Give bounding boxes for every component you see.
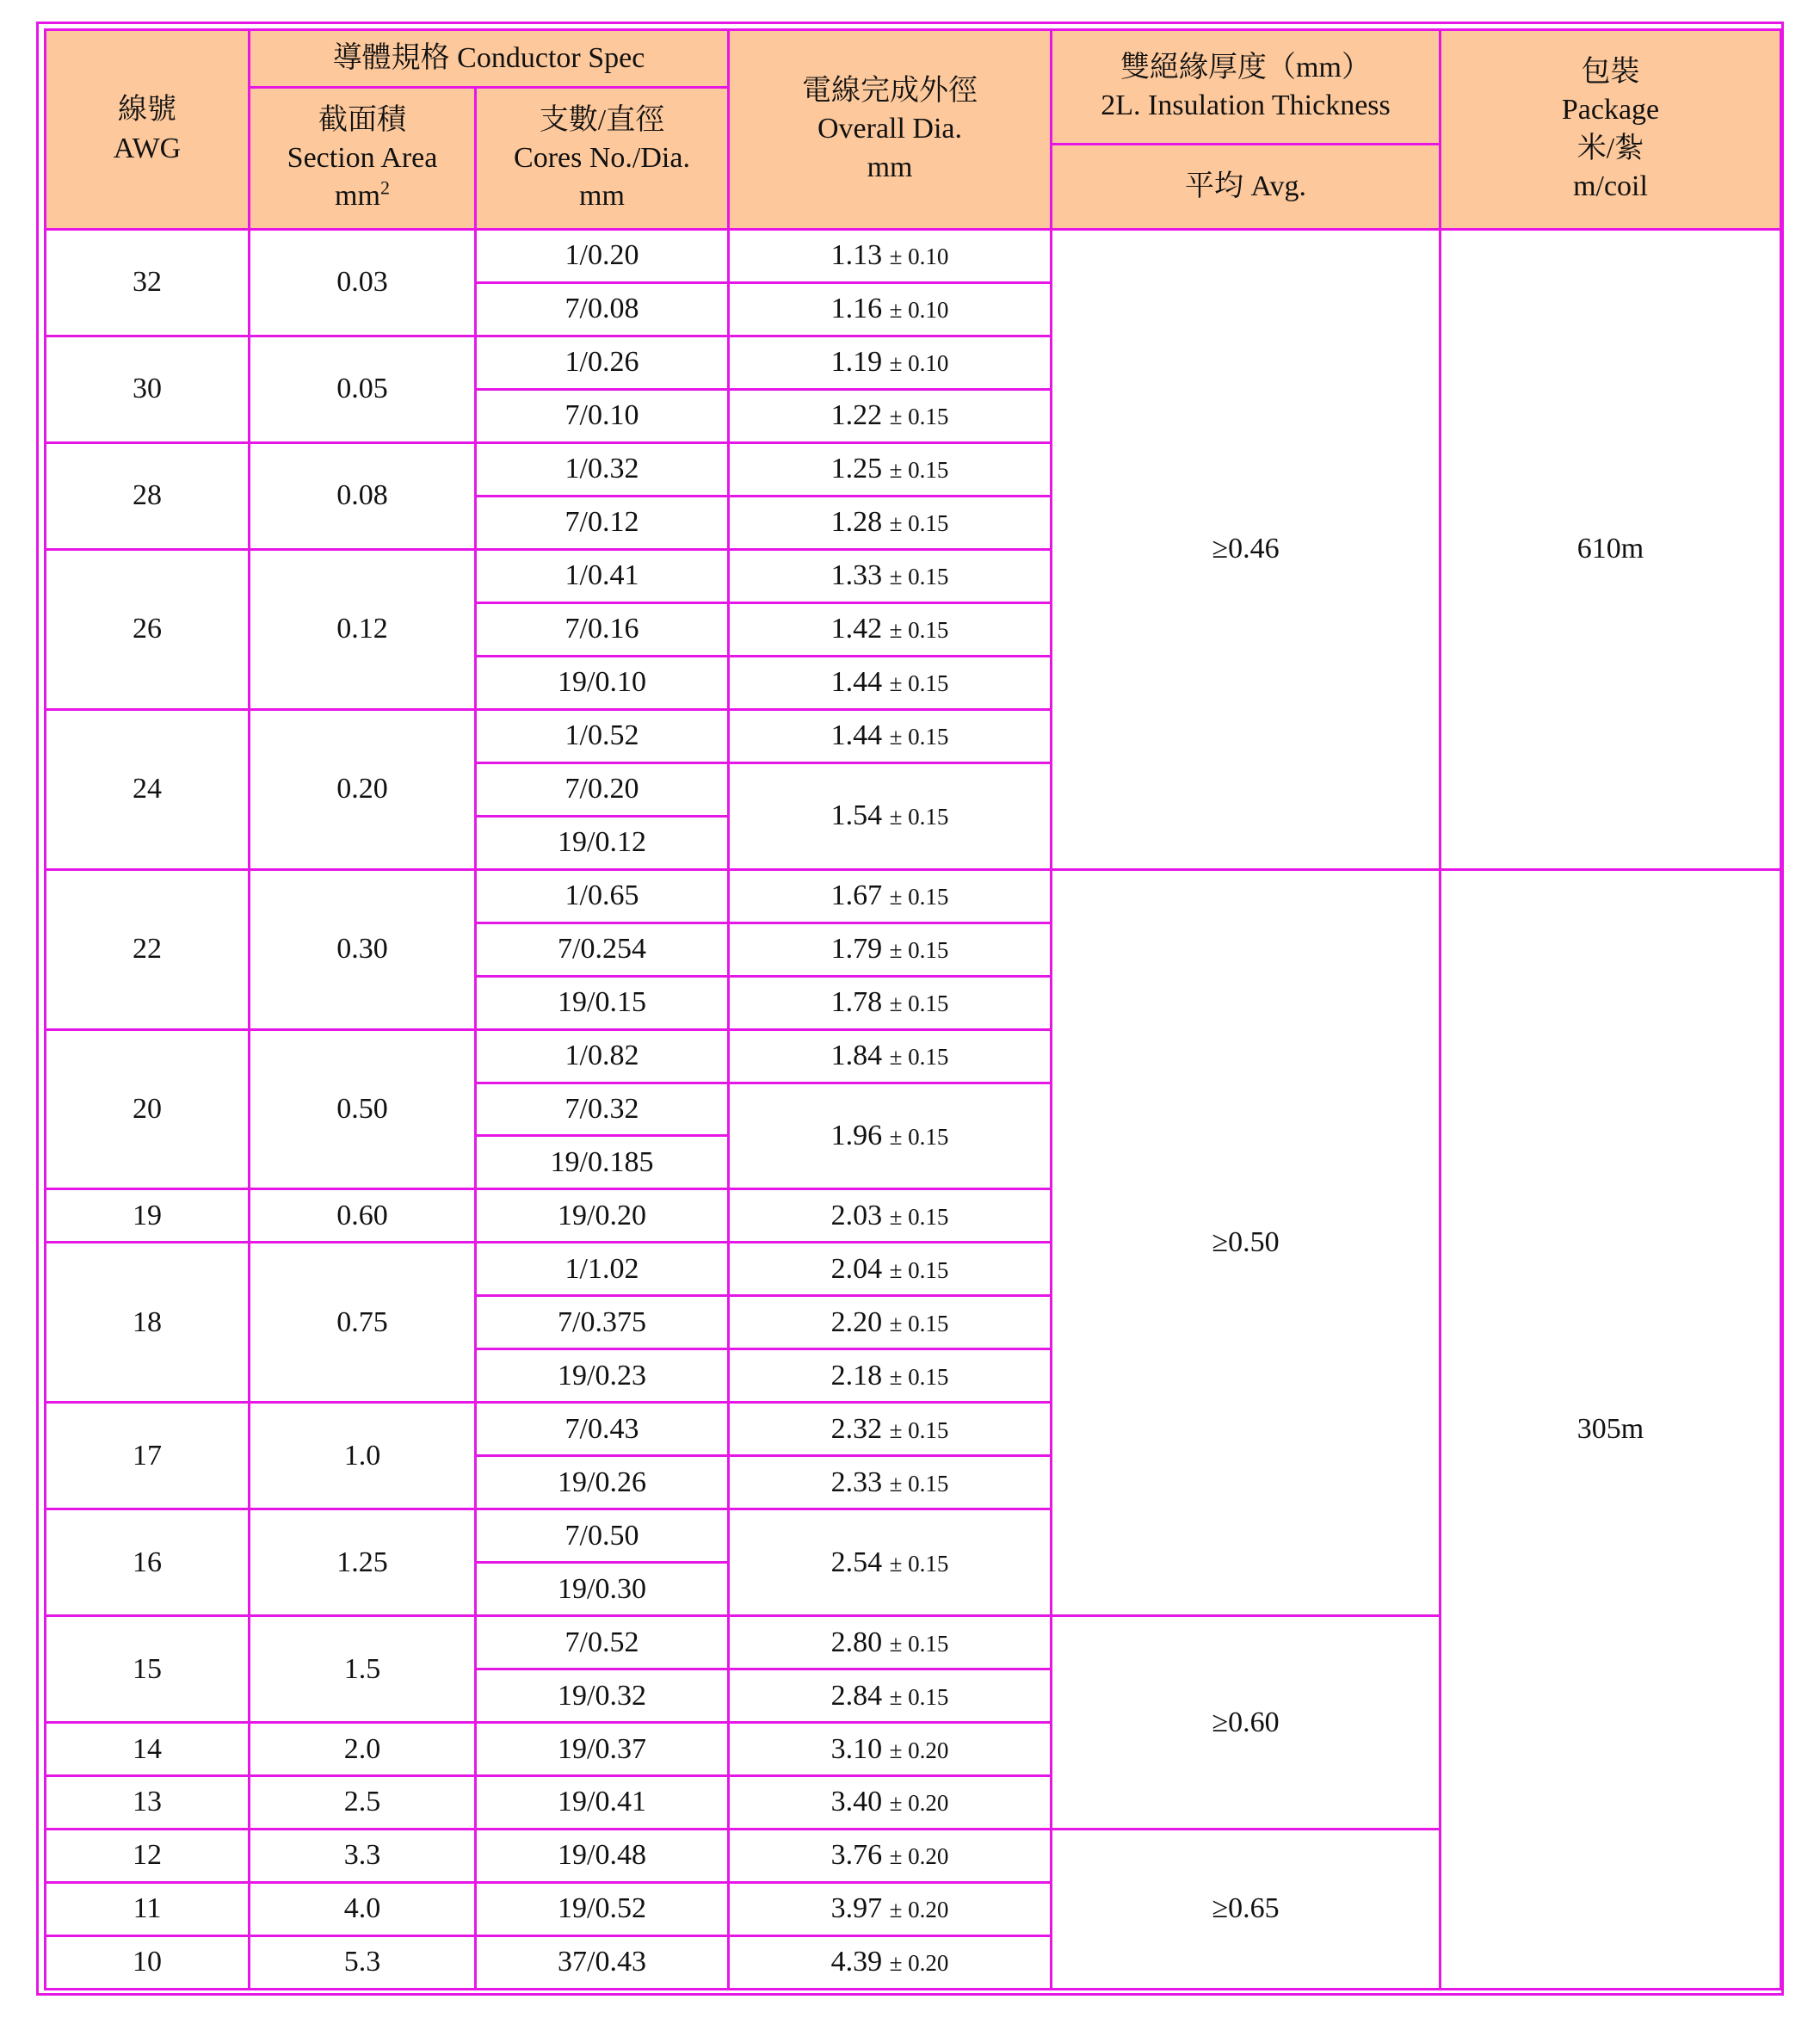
overall-dia-tolerance: ± 0.15 [889,724,949,750]
header-conductor-spec: 導體規格 Conductor Spec [250,30,729,88]
overall-dia-value: 1.16 [830,293,883,325]
section-area-cell: 0.20 [250,709,476,869]
overall-dia-cell [729,709,1052,762]
overall-dia-value: 1.28 [830,506,883,539]
overall-dia-tolerance: ± 0.15 [889,617,949,644]
overall-dia-value: 1.79 [830,932,883,965]
cores-cell: 19/0.15 [476,976,729,1029]
overall-dia-value: 2.80 [830,1626,883,1658]
section-area-cell: 0.75 [250,1243,476,1403]
overall-dia-cell [729,1616,1052,1669]
overall-dia-tolerance: ± 0.15 [889,1630,949,1657]
section-area-cell: 0.05 [250,336,476,442]
overall-dia-cell [729,762,1052,869]
overall-dia-tolerance: ± 0.15 [889,1363,949,1390]
overall-dia-value: 2.84 [830,1679,883,1712]
overall-dia-tolerance: ± 0.15 [889,1123,949,1150]
section-area-cell: 3.3 [250,1830,476,1883]
overall-dia-cell [729,389,1052,442]
overall-dia-value: 1.67 [830,879,883,912]
table-row [46,869,1781,923]
section-area-cell: 0.60 [250,1189,476,1243]
cores-cell: 1/0.41 [476,549,729,602]
awg-cell: 20 [46,1029,250,1189]
awg-cell: 14 [46,1723,250,1776]
cores-cell: 1/0.20 [476,230,729,283]
overall-dia-cell [729,1830,1052,1883]
cores-cell: 19/0.10 [476,656,729,709]
cores-cell: 19/0.26 [476,1456,729,1509]
header-section-unit: mm [335,180,380,213]
cores-cell: 1/0.65 [476,869,729,923]
cores-cell: 19/0.37 [476,1723,729,1776]
overall-dia-cell [729,1189,1052,1243]
overall-dia-cell [729,923,1052,976]
overall-dia-tolerance: ± 0.15 [889,457,949,484]
cores-cell: 19/0.32 [476,1669,729,1723]
overall-dia-value: 2.03 [830,1199,883,1231]
overall-dia-value: 1.44 [830,666,883,699]
insulation-cell: ≥0.65 [1052,1830,1441,1990]
overall-dia-cell [729,336,1052,389]
overall-dia-tolerance: ± 0.15 [889,1416,949,1443]
awg-cell: 16 [46,1509,250,1616]
cores-cell: 7/0.52 [476,1616,729,1669]
overall-dia-cell [729,1723,1052,1776]
overall-dia-cell [729,1936,1052,1990]
header-insulation [1052,30,1441,145]
section-area-cell: 0.08 [250,442,476,549]
overall-dia-tolerance: ± 0.15 [889,1310,949,1336]
header-package [1441,30,1781,230]
header-section-unit-exp: 2 [379,176,390,199]
overall-dia-tolerance: ± 0.15 [889,510,949,537]
overall-dia-tolerance: ± 0.15 [889,1470,949,1497]
overall-dia-cell [729,1349,1052,1403]
section-area-cell: 1.0 [250,1403,476,1509]
cores-cell: 7/0.50 [476,1509,729,1563]
overall-dia-cell [729,1243,1052,1296]
header-awg-zh: 線號 [118,94,176,127]
overall-dia-tolerance: ± 0.10 [889,244,949,270]
cores-cell: 1/0.26 [476,336,729,389]
overall-dia-tolerance: ± 0.15 [889,936,949,963]
overall-dia-tolerance: ± 0.15 [889,670,949,697]
overall-dia-cell [729,1883,1052,1936]
cores-cell: 7/0.32 [476,1083,729,1136]
header-cores-zh: 支數/直徑 [539,103,665,136]
header-package-en: Package [1561,94,1660,127]
section-area-cell: 5.3 [250,1936,476,1990]
section-area-cell: 4.0 [250,1883,476,1936]
insulation-cell: ≥0.50 [1052,869,1441,1616]
awg-cell: 32 [46,230,250,336]
overall-dia-value: 1.33 [830,559,883,592]
overall-dia-cell [729,549,1052,602]
overall-dia-value: 1.13 [830,239,883,272]
header-cores [476,88,729,230]
overall-dia-value: 1.42 [830,613,883,645]
overall-dia-cell [729,1296,1052,1349]
overall-dia-cell [729,1083,1052,1189]
cores-cell: 1/0.52 [476,709,729,762]
overall-dia-cell [729,442,1052,496]
overall-dia-value: 1.22 [830,399,883,432]
awg-cell: 22 [46,869,250,1029]
awg-cell: 24 [46,709,250,869]
overall-dia-value: 3.10 [830,1732,883,1765]
overall-dia-value: 1.25 [830,453,883,485]
awg-cell: 17 [46,1403,250,1509]
header-section-area [250,88,476,230]
overall-dia-tolerance: ± 0.20 [889,1790,949,1817]
overall-dia-cell [729,1776,1052,1830]
cores-cell: 19/0.23 [476,1349,729,1403]
awg-cell: 13 [46,1776,250,1830]
overall-dia-cell [729,656,1052,709]
overall-dia-value: 1.96 [830,1119,883,1151]
section-area-cell: 2.5 [250,1776,476,1830]
overall-dia-value: 2.20 [830,1305,883,1338]
section-area-cell: 1.5 [250,1616,476,1723]
cores-cell: 7/0.254 [476,923,729,976]
awg-cell: 18 [46,1243,250,1403]
overall-dia-tolerance: ± 0.15 [889,1203,949,1230]
header-avg: 平均 Avg. [1052,145,1441,230]
overall-dia-tolerance: ± 0.20 [889,1897,949,1923]
overall-dia-value: 1.44 [830,719,883,752]
overall-dia-value: 3.76 [830,1839,883,1872]
cores-cell: 19/0.185 [476,1136,729,1189]
cores-cell: 1/0.32 [476,442,729,496]
header-overall-zh: 電線完成外徑 [802,75,978,108]
header-section-zh: 截面積 [318,103,406,136]
overall-dia-cell [729,602,1052,656]
header-awg-en: AWG [113,132,182,164]
overall-dia-cell [729,1029,1052,1083]
awg-cell: 28 [46,442,250,549]
overall-dia-value: 1.19 [830,346,883,379]
section-area-cell: 0.50 [250,1029,476,1189]
overall-dia-tolerance: ± 0.15 [889,1043,949,1070]
overall-dia-cell [729,496,1052,549]
header-cores-en: Cores No./Dia. [514,141,690,174]
header-insulation-zh: 雙絕緣厚度（mm） [1120,51,1371,83]
awg-cell: 19 [46,1189,250,1243]
header-package-zh: 包裝 [1581,56,1640,89]
awg-cell: 30 [46,336,250,442]
cores-cell: 7/0.10 [476,389,729,442]
overall-dia-value: 3.97 [830,1892,883,1925]
overall-dia-tolerance: ± 0.15 [889,564,949,590]
overall-dia-value: 3.40 [830,1786,883,1818]
awg-cell: 11 [46,1883,250,1936]
overall-dia-tolerance: ± 0.15 [889,884,949,910]
overall-dia-value: 2.33 [830,1466,883,1498]
cores-cell: 1/0.82 [476,1029,729,1083]
header-overall-dia [729,30,1052,230]
overall-dia-cell [729,976,1052,1029]
cores-cell: 1/1.02 [476,1243,729,1296]
cores-cell: 7/0.16 [476,602,729,656]
cores-cell: 7/0.08 [476,282,729,336]
section-area-cell: 0.30 [250,869,476,1029]
overall-dia-tolerance: ± 0.15 [889,804,949,830]
overall-dia-value: 1.78 [830,985,883,1018]
header-cores-unit: mm [579,180,625,213]
package-cell: 610m [1441,230,1781,870]
section-area-cell: 0.12 [250,549,476,709]
overall-dia-value: 2.32 [830,1412,883,1445]
cores-cell: 7/0.375 [476,1296,729,1349]
cores-cell: 19/0.30 [476,1563,729,1616]
header-awg [46,30,250,230]
cores-cell: 19/0.52 [476,1883,729,1936]
overall-dia-value: 2.54 [830,1546,883,1578]
awg-cell: 10 [46,1936,250,1990]
insulation-cell: ≥0.60 [1052,1616,1441,1830]
overall-dia-cell [729,1509,1052,1616]
overall-dia-tolerance: ± 0.15 [889,1256,949,1283]
overall-dia-value: 2.18 [830,1359,883,1392]
overall-dia-tolerance: ± 0.15 [889,1683,949,1710]
cores-cell: 7/0.20 [476,762,729,816]
overall-dia-cell [729,1403,1052,1456]
header-package-unit-en: m/coil [1573,170,1648,202]
header-section-en: Section Area [287,141,438,174]
table-body [46,230,1781,1990]
awg-cell: 26 [46,549,250,709]
cores-cell: 7/0.12 [476,496,729,549]
overall-dia-cell [729,1456,1052,1509]
overall-dia-value: 1.54 [830,799,883,832]
awg-cell: 15 [46,1616,250,1723]
section-area-cell: 2.0 [250,1723,476,1776]
section-area-cell: 0.03 [250,230,476,336]
overall-dia-cell [729,1669,1052,1723]
cores-cell: 19/0.48 [476,1830,729,1883]
table-row [46,230,1781,283]
cores-cell: 19/0.12 [476,816,729,869]
wire-spec-table [44,28,1782,1990]
overall-dia-tolerance: ± 0.15 [889,990,949,1016]
overall-dia-cell [729,869,1052,923]
overall-dia-tolerance: ± 0.15 [889,404,949,430]
overall-dia-tolerance: ± 0.10 [889,297,949,324]
cores-cell: 37/0.43 [476,1936,729,1990]
package-cell: 305m [1441,869,1781,1989]
awg-cell: 12 [46,1830,250,1883]
overall-dia-cell [729,282,1052,336]
overall-dia-value: 1.84 [830,1039,883,1071]
overall-dia-tolerance: ± 0.20 [889,1737,949,1763]
overall-dia-tolerance: ± 0.15 [889,1550,949,1577]
table-header [46,30,1781,230]
header-insulation-en: 2L. Insulation Thickness [1101,89,1391,121]
overall-dia-tolerance: ± 0.10 [889,350,949,377]
insulation-cell: ≥0.46 [1052,230,1441,870]
overall-dia-tolerance: ± 0.20 [889,1843,949,1870]
overall-dia-value: 2.04 [830,1252,883,1285]
cores-cell: 19/0.41 [476,1776,729,1830]
overall-dia-cell [729,230,1052,283]
section-area-cell: 1.25 [250,1509,476,1616]
header-overall-en: Overall Dia. [817,113,963,145]
header-package-unit-zh: 米/紮 [1576,132,1644,164]
overall-dia-value: 4.39 [830,1946,883,1978]
header-overall-unit: mm [867,151,913,183]
cores-cell: 19/0.20 [476,1189,729,1243]
cores-cell: 7/0.43 [476,1403,729,1456]
overall-dia-tolerance: ± 0.20 [889,1950,949,1977]
